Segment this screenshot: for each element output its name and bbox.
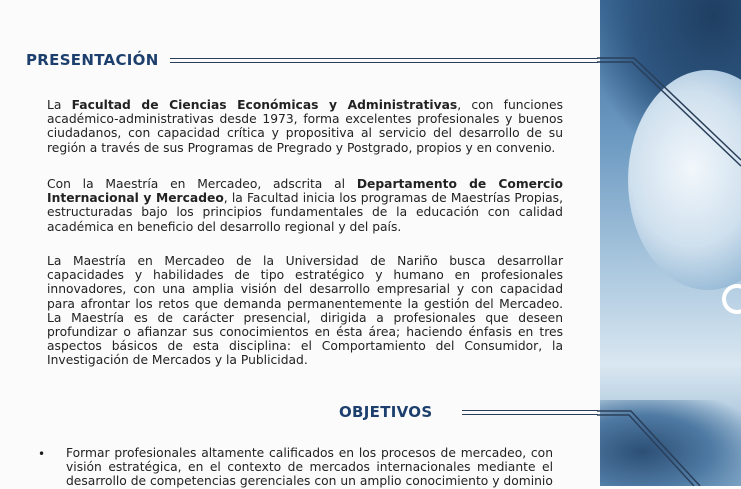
paragraph-facultad: La Facultad de Ciencias Económicas y Administrativas, con funciones académico-administrativas desde 1973, forma excelentes profesionales y buenos ciudadanos, con capacidad crítica y propositiva al servicio del desarrollo de su región a través de sus Programas de Pregrado y Postgrado, propios y en convenio. [47, 98, 564, 155]
presentacion-rule [170, 58, 598, 63]
objetivos-heading: OBJETIVOS [339, 403, 433, 421]
objetivo-item: Formar profesionales altamente calificados en los procesos de mercadeo, con visión estratégica, en el contexto de mercados internacionales mediante el desarrollo de competencias gerenciales con un amplio conocimiento y dominio [66, 446, 553, 489]
presentacion-heading: PRESENTACIÓN [26, 51, 159, 69]
bullet-icon: • [38, 447, 46, 461]
presentacion-connector-inner [597, 62, 741, 166]
objetivos-connector-inner [597, 415, 694, 486]
paragraph-maestria-intro: Con la Maestría en Mercadeo, adscrita al Departamento de Comercio Internacional y Mercadeo, la Facultad inicia los programas de Maestrías Propias, estructuradas bajo los principios fundamentales de la educación con calidad académica en beneficio del desarrollo regional y del país. [47, 177, 563, 234]
paragraph-maestria-description: La Maestría en Mercadeo de la Universidad de Nariño busca desarrollar capacidades y habilidades de tipo estratégico y humano en profesionales innovadores, con una amplia visión del desarrollo empresarial y con capacidad para afrontar los retos que demanda permanentemente la gestión del Mercadeo. La Maestría es de carácter presencial, dirigida a profesionales que deseen profundizar o afianzar sus conocimientos en ésta área; haciendo énfasis en tres aspectos básicos de esta disciplina: el Comportamiento del Consumidor, la Investigación de Mercados y la Publicidad. [47, 254, 563, 368]
objetivos-rule [462, 410, 598, 415]
